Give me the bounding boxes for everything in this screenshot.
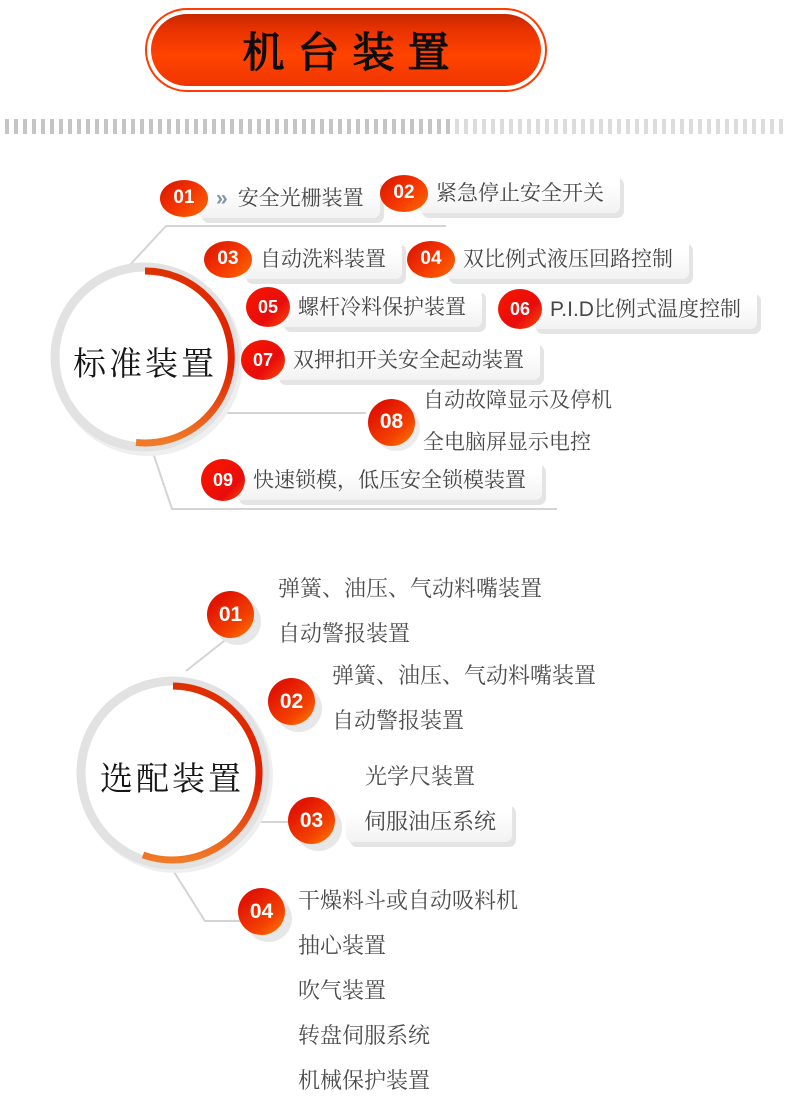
item-text: 自动故障显示及停机 全电脑屏显示电控 (423, 389, 612, 454)
item-badge: 07 (241, 340, 285, 380)
list-item-opt-01: 弹簧、油压、气动料嘴装置 自动警报装置 (278, 576, 543, 646)
item-badge: 03 (204, 241, 252, 278)
item-text: 双押扣开关安全起动装置 (275, 340, 540, 380)
list-item-opt-03-line1: 光学尺装置 (365, 764, 476, 789)
list-item-std-06 (498, 289, 757, 329)
optional-circle-label: 选配装置 (100, 760, 244, 797)
list-item-std-02 (380, 173, 620, 213)
item-badge-opt-04: 04 (238, 888, 285, 935)
standard-circle-label: 标准装置 (73, 345, 217, 382)
item-badge: 06 (498, 289, 542, 329)
chevrons-icon: » (216, 187, 228, 210)
list-item-std-07 (241, 340, 540, 380)
list-item-std-09 (201, 459, 542, 501)
list-item-opt-03-line2: 伺服油压系统 (346, 801, 512, 842)
item-badge-opt-01: 01 (207, 591, 254, 638)
list-item-opt-02: 弹簧、油压、气动料嘴装置 自动警报装置 (332, 663, 597, 733)
item-text: 紧急停止安全开关 (418, 173, 620, 213)
item-text: » 安全光栅装置 (198, 178, 380, 218)
item-badge: 01 (160, 180, 208, 217)
item-text: P.I.D比例式温度控制 (532, 289, 757, 329)
item-text: 快速锁模，低压安全锁模装置 (235, 460, 542, 500)
item-text: 螺杆冷料保护装置 (280, 287, 482, 327)
list-item-std-04 (407, 239, 689, 279)
item-badge: 04 (407, 241, 455, 278)
item-text: 自动洗料装置 (242, 239, 402, 279)
item-badge: 02 (380, 175, 428, 212)
item-text: 双比例式液压回路控制 (445, 239, 689, 279)
list-item-std-03 (204, 239, 402, 279)
item-badge: 05 (246, 287, 290, 327)
item-badge-opt-03: 03 (288, 797, 335, 844)
item-badge: 09 (201, 459, 245, 501)
list-item-std-08 (368, 380, 612, 464)
list-item-std-01 (160, 178, 380, 218)
list-item-opt-04: 干燥料斗或自动吸料机 抽心装置 吹气装置 转盘伺服系统 机械保护装置 (298, 888, 519, 1093)
list-item-std-05 (246, 287, 482, 327)
page-title: 机台装置 (242, 29, 463, 76)
item-badge: 08 (368, 399, 415, 446)
item-badge-opt-02: 02 (268, 678, 315, 725)
